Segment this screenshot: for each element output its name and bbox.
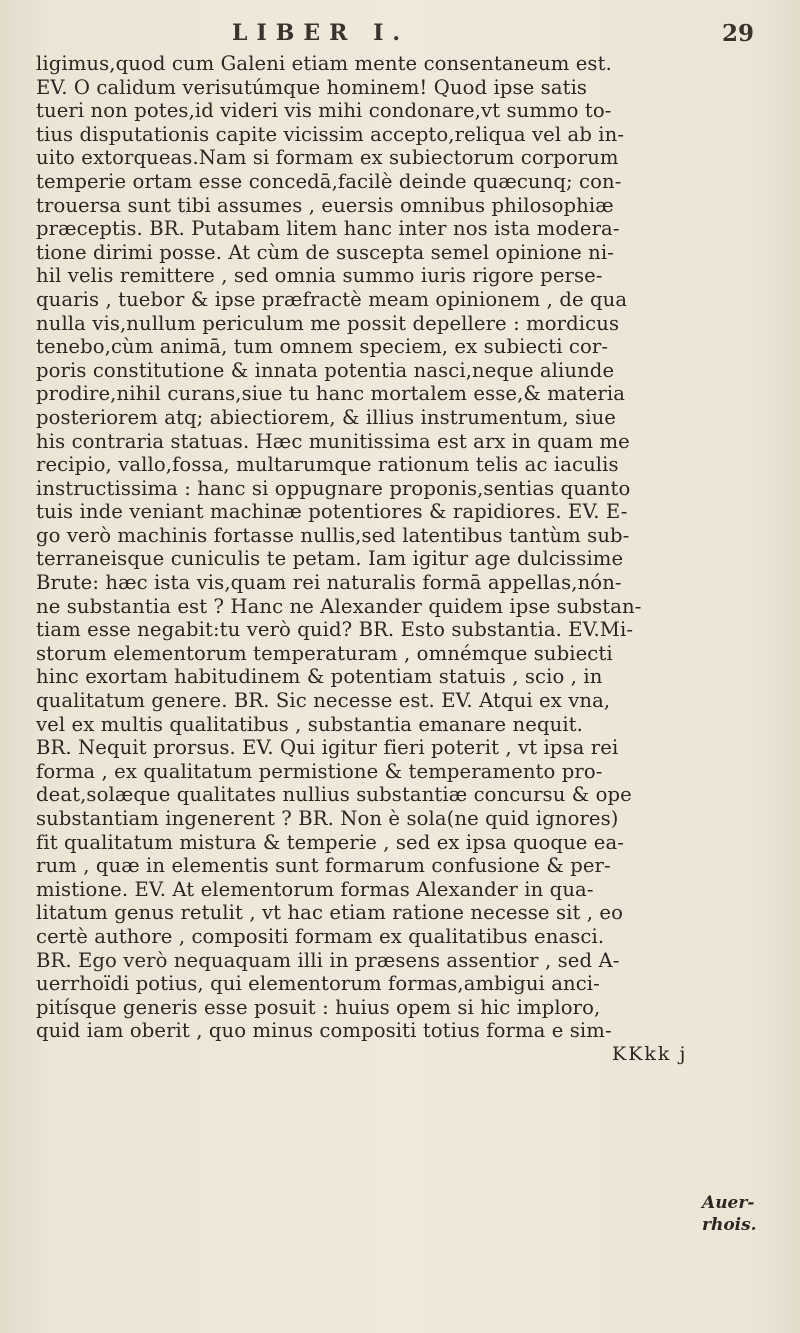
text-line: tenebo,cùm animā, tum omnem speciem, ex subiecti cor-: [36, 335, 609, 359]
text-line: tuis inde veniant machinæ potentiores & rapidiores. EV. E-: [36, 500, 628, 524]
text-line: his contraria statuas. Hæc munitissima est arx in quam me: [36, 429, 630, 453]
text-line: recipio, vallo,fossa, multarumque rationum telis ac iaculis: [36, 453, 619, 477]
text-line: hinc exortam habitudinem & potentiam statuis , scio , in: [36, 665, 603, 689]
margin-note-line: Auer-: [702, 1193, 755, 1213]
catchword: KKkk j: [612, 1042, 688, 1065]
text-line: tueri non potes,id videri vis mihi condonare,vt summo to-: [36, 99, 612, 123]
text-line: certè authore , compositi formam ex qualitatibus enasci.: [36, 924, 605, 948]
text-line: tiam esse negabit:tu verò quid? BR. Esto substantia. EV.Mi-: [36, 618, 634, 642]
text-line: go verò machinis fortasse nullis,sed latentibus tantùm sub-: [36, 523, 630, 547]
running-title: LIBER I.: [232, 20, 410, 46]
running-head: [0, 6, 800, 46]
text-line: ne substantia est ? Hanc ne Alexander quidem ipse substan-: [36, 594, 642, 618]
margin-note: [702, 1192, 794, 1236]
text-line: forma , ex qualitatum permistione & temperamento pro-: [36, 759, 603, 783]
text-line: poris constitutione & innata potentia nasci,neque aliunde: [36, 358, 615, 382]
text-line: tius disputationis capite vicissim accepto,reliqua vel ab in-: [36, 122, 625, 146]
text-line: litatum genus retulit , vt hac etiam ratione necesse sit , eo: [36, 901, 624, 925]
text-line: substantiam ingenerent ? BR. Non è sola(ne quid ignores): [36, 807, 619, 830]
text-line: prodire,nihil curans,siue tu hanc mortalem esse,& materia: [36, 382, 626, 406]
text-line: Brute: hæc ista vis,quam rei naturalis formā appellas,nón-: [36, 571, 622, 595]
text-line: uerrhoïdi potius, qui elementorum formas,ambigui anci-: [36, 972, 600, 996]
text-line: pitísque generis esse posuit : huius opem si hic imploro,: [36, 995, 601, 1019]
text-line: qualitatum genere. BR. Sic necesse est. EV. Atqui ex vna,: [36, 689, 611, 713]
text-line: EV. O calidum verisutúmque hominem! Quod ipse satis: [36, 75, 588, 99]
text-line: vel ex multis qualitatibus , substantia emanare nequit.: [36, 712, 583, 736]
text-line: tione dirimi posse. At cùm de suscepta semel opinione ni-: [36, 240, 614, 264]
text-line: temperie ortam esse concedā,facilè deinde quæcunq; con-: [36, 169, 622, 193]
margin-note-line: rhois.: [702, 1215, 757, 1235]
text-line: posteriorem atq; abiectiorem, & illius instrumentum, siue: [36, 405, 616, 429]
text-line: nulla vis,nullum periculum me possit depellere : mordicus: [36, 311, 620, 335]
text-line: præceptis. BR. Putabam litem hanc inter nos ista modera-: [36, 217, 620, 241]
text-line: hil velis remittere , sed omnia summo iuris rigore perse-: [36, 264, 603, 288]
text-line: mistione. EV. At elementorum formas Alexander in qua-: [36, 877, 594, 901]
page-number: 29: [722, 20, 755, 47]
text-line: BR. Ego verò nequaquam illi in præsens assentior , sed A-: [36, 948, 620, 972]
text-line: terraneisque cuniculis te petam. Iam igitur age dulcissime: [36, 547, 624, 571]
text-line: quid iam oberit , quo minus compositi totius forma e sim-: [36, 1019, 612, 1043]
text-line: deat,solæque qualitates nullius substantiæ concursu & ope: [36, 783, 632, 807]
body-text: [36, 52, 736, 1065]
text-line: fit qualitatum mistura & temperie , sed ex ipsa quoque ea-: [36, 830, 625, 854]
text-line: instructissima : hanc si oppugnare proponis,sentias quanto: [36, 476, 631, 500]
text-line: quaris , tuebor & ipse præfractè meam opinionem , de qua: [36, 287, 628, 311]
text-line: rum , quæ in elementis sunt formarum confusione & per-: [36, 854, 611, 878]
text-line: BR. Nequit prorsus. EV. Qui igitur fieri poterit , vt ipsa rei: [36, 736, 619, 760]
text-line: uito extorqueas.Nam si formam ex subiectorum corporum: [36, 146, 619, 170]
text-line: ligimus,quod cum Galeni etiam mente consentaneum est.: [36, 52, 612, 75]
text-line: storum elementorum temperaturam , omnémque subiecti: [36, 641, 613, 665]
text-line: trouersa sunt tibi assumes , euersis omnibus philosophiæ: [36, 193, 614, 217]
